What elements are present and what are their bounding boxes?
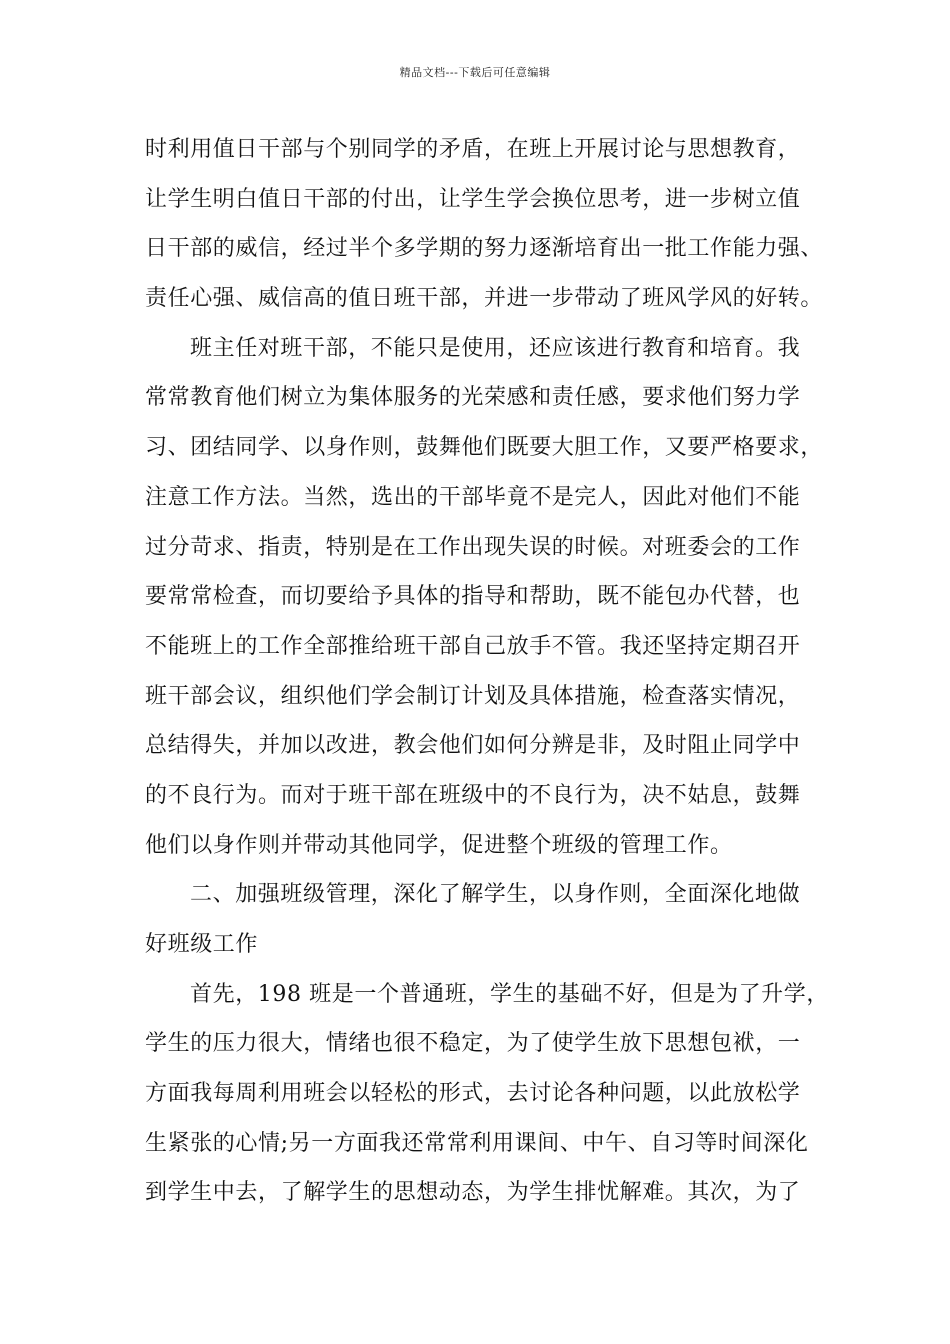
text-line-12: 班干部会议，组织他们学会制订计划及具体措施，检查落实情况， [145,683,801,709]
text-line-4: 责任心强、威信高的值日班干部，并进一步带动了班风学风的好转。 [145,286,824,312]
text-line-1: 时利用值日干部与个别同学的矛盾，在班上开展讨论与思想教育， [145,137,801,162]
text-line-18-paragraph-start: 首先，198 班是一个普通班，学生的基础不好，但是为了升学， [190,981,829,1007]
text-line-14: 的不良行为。而对于班干部在班级中的不良行为，决不姑息，鼓舞 [145,782,801,808]
text-line-20: 方面我每周利用班会以轻松的形式，去讨论各种问题，以此放松学 [145,1081,801,1107]
text-line-5-paragraph-start: 班主任对班干部，不能只是使用，还应该进行教育和培育。我 [190,335,801,361]
text-line-21: 生紧张的心情;另一方面我还常常利用课间、中午、自习等时间深化 [145,1130,809,1156]
text-line-7: 习、团结同学、以身作则，鼓舞他们既要大胆工作，又要严格要求， [145,435,824,461]
document-body [145,125,835,1218]
text-line-22: 到学生中去，了解学生的思想动态，为学生排忧解难。其次，为了 [145,1180,801,1206]
text-line-13: 总结得失，并加以改进，教会他们如何分辨是非，及时阻止同学中 [145,733,801,759]
text-line-10: 要常常检查，而切要给予具体的指导和帮助，既不能包办代替，也 [145,584,801,610]
text-line-9: 过分苛求、指责，特别是在工作出现失误的时候。对班委会的工作 [145,534,801,560]
text-line-15: 他们以身作则并带动其他同学，促进整个班级的管理工作。 [145,832,733,858]
text-line-6: 常常教育他们树立为集体服务的光荣感和责任感，要求他们努力学 [145,385,801,411]
text-line-8: 注意工作方法。当然，选出的干部毕竟不是完人，因此对他们不能 [145,484,801,510]
section-heading-line-2: 好班级工作 [145,932,259,957]
text-line-3: 日干部的威信，经过半个多学期的努力逐渐培育出一批工作能力强、 [145,236,824,262]
text-line-11: 不能班上的工作全部推给班干部自己放手不管。我还坚持定期召开 [145,633,801,659]
text-line-2: 让学生明白值日干部的付出，让学生学会换位思考，进一步树立值 [145,186,801,212]
page-header: 精品文档---下载后可任意编辑 [399,66,551,79]
text-line-19: 学生的压力很大，情绪也很不稳定，为了使学生放下思想包袱，一 [145,1031,801,1057]
section-heading-line-1: 二、加强班级管理，深化了解学生，以身作则，全面深化地做 [190,882,801,908]
